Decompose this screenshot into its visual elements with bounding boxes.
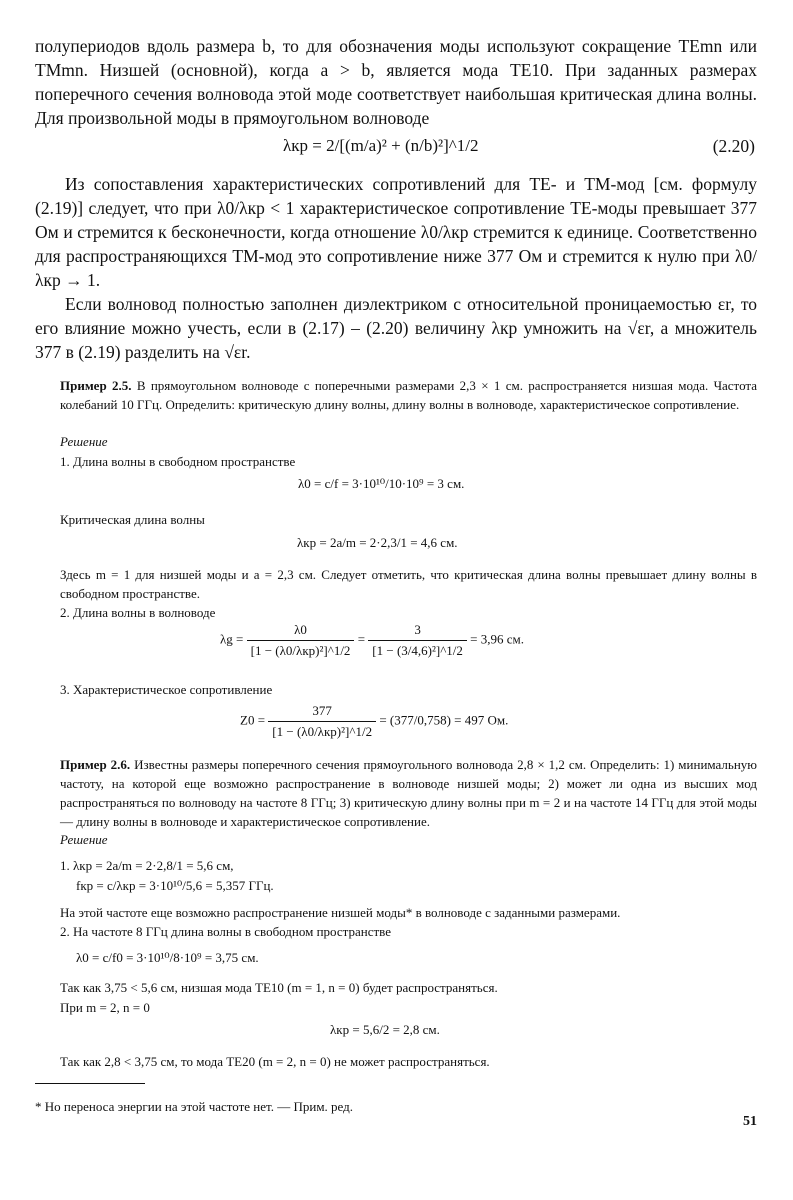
example-2-6-solution-label: Решение — [60, 832, 108, 847]
example-2-5-text: В прямоугольном волноводе с поперечными размерами 2,3 × 1 см. распространяется низшая мода. Частота колебаний 10 ГГц. Определить: критическую длину волны, длину волны в волноводе, характеристическое сопротивление. — [60, 378, 758, 412]
paragraph-dielectric-filling: Если волновод полностью заполнен диэлектриком с относительной проницаемостью εr, то его влияние можно учесть, если в (2.17) – (2.20) величину λкр умножить на √εr, а множитель 377 в (2.19) разделить на √εr. — [35, 294, 757, 362]
fraction-impedance-den: [1 − (λ0/λкр)²]^1/2 — [272, 724, 373, 739]
example-2-5-step-2: 2. Длина волны в волноводе — [60, 605, 216, 620]
formula-guide-rhs: = 3,96 см. — [470, 631, 524, 647]
formula-guide-equals: = — [357, 631, 366, 647]
example-2-6-line-7: λкр = 5,6/2 = 2,8 см. — [330, 1022, 440, 1037]
fraction-guide-2 — [368, 622, 467, 659]
example-2-6-line-1a: 1. λкр = 2a/m = 2·2,8/1 = 5,6 см, — [60, 858, 234, 873]
example-2-6-heading: Пример 2.6. — [60, 757, 131, 772]
page-number: 51 — [743, 1114, 757, 1129]
formula-2-20: λкр = 2/[(m/a)² + (n/b)²]^1/2 — [283, 136, 479, 155]
example-2-5-note: Здесь m = 1 для низшей моды и a = 2,3 см. Следует отметить, что критическая длина волны превышает длину волны в свободном пространстве. — [60, 567, 757, 601]
fraction-guide-2-num: 3 — [368, 622, 467, 641]
example-2-5-step-1: 1. Длина волны в свободном пространстве — [60, 454, 296, 469]
example-2-5-step-3: 3. Характеристическое сопротивление — [60, 682, 273, 697]
fraction-impedance — [268, 703, 376, 740]
paragraph-modes-intro: полупериодов вдоль размера b, то для обозначения моды используют сокращение TEmn или TMmn. Низшей (основной), когда a > b, является мода TE10. При заданных размерах поперечного сечения волновода этой моде соответствует наибольшая критическая длина волны. Для произвольной моды в прямоугольном волноводе — [35, 36, 757, 128]
formula-characteristic-impedance — [240, 703, 508, 740]
formula-critical-wavelength: λкр = 2a/m = 2·2,3/1 = 4,6 см. — [297, 535, 458, 550]
example-2-6-line-4: λ0 = c/f0 = 3·10¹⁰/8·10⁹ = 3,75 см. — [76, 950, 259, 965]
example-2-5-statement — [60, 376, 757, 414]
fraction-guide-1-num: λ0 — [247, 622, 355, 641]
example-2-5-heading: Пример 2.5. — [60, 378, 132, 393]
example-2-6-line-3: 2. На частоте 8 ГГц длина волны в свободном пространстве — [60, 924, 392, 939]
example-2-5-critical-label: Критическая длина волны — [60, 512, 205, 527]
example-2-5-solution-label: Решение — [60, 434, 108, 449]
formula-impedance-rhs: = (377/0,758) = 497 Ом. — [379, 712, 509, 728]
fraction-guide-1 — [247, 622, 355, 659]
example-2-6-line-5: Так как 3,75 < 5,6 см, низшая мода TE10 (m = 1, n = 0) будет распространяться. — [60, 980, 498, 995]
formula-free-space-wavelength: λ0 = c/f = 3·10¹⁰/10·10⁹ = 3 см. — [298, 476, 465, 491]
example-2-6-line-2: На этой частоте еще возможно распространение низшей моды* в волноводе с заданными размерами. — [60, 905, 621, 920]
footnote: * Но переноса энергии на этой частоте нет. — Прим. ред. — [35, 1099, 354, 1114]
fraction-guide-1-den: [1 − (λ0/λкр)²]^1/2 — [250, 643, 351, 658]
formula-impedance-lhs: Z0 = — [240, 712, 266, 728]
fraction-impedance-num: 377 — [268, 703, 376, 722]
formula-guide-lhs: λg = — [220, 631, 244, 647]
example-2-6-line-1b: fкр = c/λкр = 3·10¹⁰/5,6 = 5,357 ГГц. — [76, 878, 274, 893]
paragraph-impedance-comparison: Из сопоставления характеристических сопротивлений для TE- и TM-мод [см. формулу (2.19)] следует, что при λ0/λкр < 1 характеристическое сопротивление TE-моды превышает 377 Ом и стремится к бесконечности, когда отношение λ0/λкр стремится к единице. Соответственно для распространяющихся TM-мод это сопротивление ниже 377 Ом и стремится к нулю при λ0/λкр → 1. — [35, 174, 757, 290]
formula-2-20-number: (2.20) — [712, 136, 755, 156]
example-2-6-text: Известны размеры поперечного сечения прямоугольного волновода 2,8 × 1,2 см. Определить: 1) минимальную частоту, на которой еще возможно распространение в волноводе низшей моды; 2) может ли одна из высших мод распространяться по волноводу на частоте 8 ГГц; 3) критическую длину волны при m = 2 и на частоте 14 ГГц для этой моды — длину волны в волноводе и характеристическое сопротивление. — [60, 757, 758, 829]
formula-guide-wavelength — [220, 622, 524, 659]
example-2-6-line-6: При m = 2, n = 0 — [60, 1000, 150, 1015]
example-2-6-line-8: Так как 2,8 < 3,75 см, то мода TE20 (m = 2, n = 0) не может распространяться. — [60, 1054, 490, 1069]
fraction-guide-2-den: [1 − (3/4,6)²]^1/2 — [372, 643, 463, 658]
footnote-divider — [35, 1083, 145, 1084]
example-2-6-statement — [60, 755, 757, 831]
